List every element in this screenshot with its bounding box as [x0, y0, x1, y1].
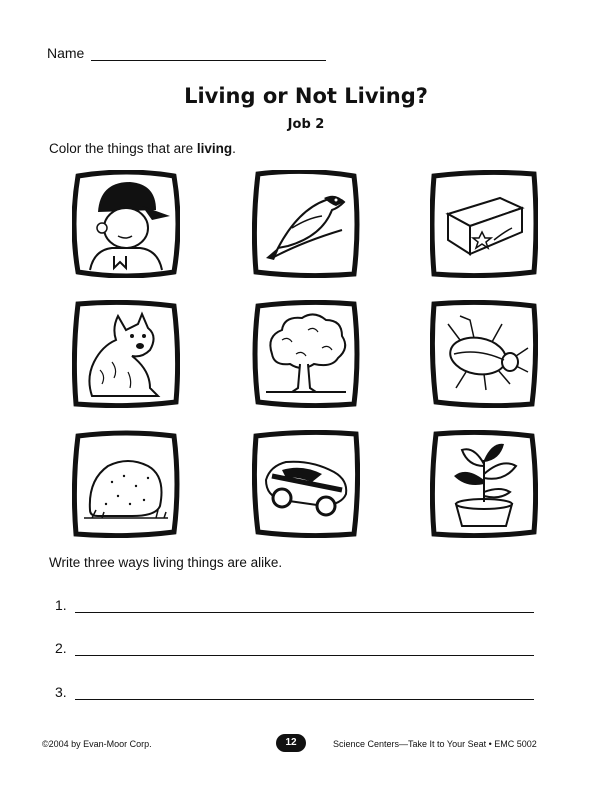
- name-line[interactable]: [91, 60, 326, 61]
- picture-card-rock[interactable]: [72, 430, 180, 538]
- answer-row-2[interactable]: [55, 640, 535, 660]
- picture-card-bird[interactable]: [252, 170, 360, 278]
- answer-number-2: 2.: [55, 640, 67, 656]
- dog-icon: [72, 300, 180, 408]
- potted-plant-icon: [430, 430, 538, 538]
- page-subtitle: Job 2: [287, 117, 325, 132]
- rock-icon: [72, 430, 180, 538]
- answer-row-1[interactable]: [55, 597, 535, 617]
- beetle-icon: [430, 300, 538, 408]
- answer-number-1: 1.: [55, 597, 67, 613]
- answer-row-3[interactable]: [55, 684, 535, 704]
- picture-card-boy[interactable]: [72, 170, 180, 278]
- picture-card-tree[interactable]: [252, 300, 360, 408]
- boy-icon: [72, 170, 180, 278]
- box-icon: [430, 170, 538, 278]
- answer-line-2[interactable]: [75, 655, 534, 656]
- toy-car-icon: [252, 430, 360, 538]
- page-title: Living or Not Living?: [184, 84, 428, 108]
- answer-number-3: 3.: [55, 684, 67, 700]
- footer-copyright: ©2004 by Evan-Moor Corp.: [42, 739, 152, 749]
- name-label: Name: [47, 45, 85, 61]
- instruction-prefix: Color the things that are: [49, 141, 197, 156]
- tree-icon: [252, 300, 360, 408]
- picture-card-dog[interactable]: [72, 300, 180, 408]
- write-prompt: Write three ways living things are alike.: [49, 555, 283, 570]
- footer-book-title: Science Centers—Take It to Your Seat • EMC 5002: [333, 739, 537, 749]
- bird-icon: [252, 170, 360, 278]
- instruction-suffix: .: [232, 141, 236, 156]
- picture-card-toy-car[interactable]: [252, 430, 360, 538]
- page-number-badge: 12: [276, 734, 306, 752]
- picture-card-beetle[interactable]: [430, 300, 538, 408]
- answer-line-3[interactable]: [75, 699, 534, 700]
- instruction-emphasis: living: [196, 141, 233, 156]
- picture-card-box[interactable]: [430, 170, 538, 278]
- picture-card-potted-plant[interactable]: [430, 430, 538, 538]
- answer-line-1[interactable]: [75, 612, 534, 613]
- instruction-text: [49, 141, 236, 156]
